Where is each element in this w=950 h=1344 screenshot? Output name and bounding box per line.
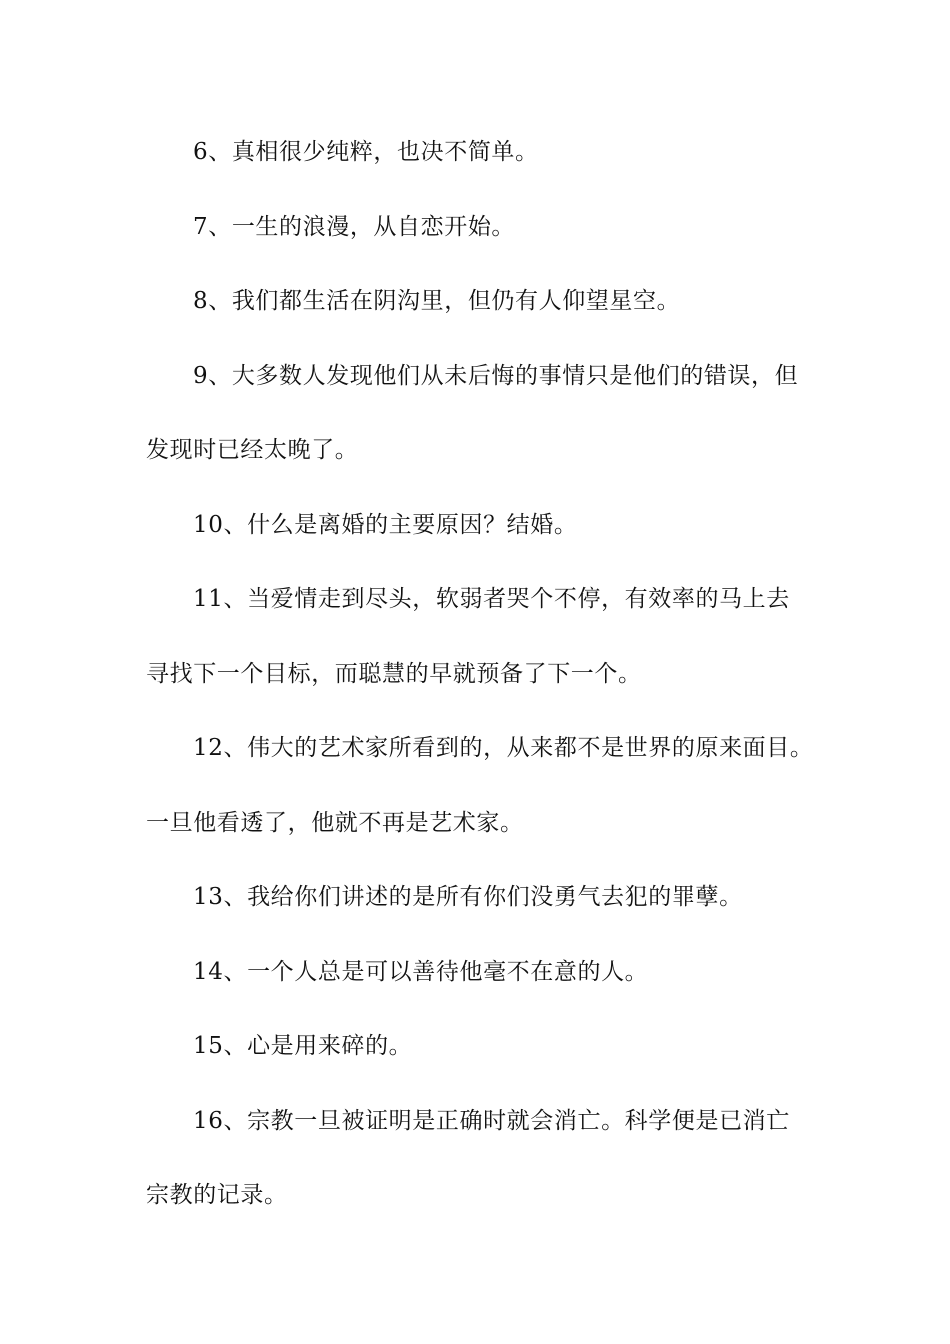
paragraph-line: 宗教的记录。	[146, 1182, 288, 1208]
paragraph-line: 8、我们都生活在阴沟里，但仍有人仰望星空。	[193, 288, 681, 314]
paragraph-line: 12、伟大的艺术家所看到的，从来都不是世界的原来面目。	[193, 735, 814, 761]
paragraph-line: 一旦他看透了，他就不再是艺术家。	[146, 809, 524, 836]
paragraph-line: 6、真相很少纯粹，也决不简单。	[193, 139, 539, 165]
paragraph-line: 7、一生的浪漫，从自恋开始。	[193, 213, 516, 240]
paragraph-line: 15、心是用来碎的。	[193, 1033, 413, 1059]
document-body	[146, 132, 836, 1250]
paragraph-line: 10、什么是离婚的主要原因？结婚。	[193, 511, 578, 538]
paragraph-line: 13、我给你们讲述的是所有你们没勇气去犯的罪孽。	[193, 884, 743, 910]
paragraph-line: 11、当爱情走到尽头，软弱者哭个不停，有效率的马上去	[193, 586, 790, 612]
paragraph-line: 14、一个人总是可以善待他毫不在意的人。	[193, 958, 649, 985]
paragraph-line: 发现时已经太晚了。	[146, 437, 359, 463]
paragraph-line: 寻找下一个目标，而聪慧的早就预备了下一个。	[146, 660, 642, 687]
paragraph-line: 16、宗教一旦被证明是正确时就会消亡。科学便是已消亡	[193, 1107, 790, 1134]
paragraph-line: 9、大多数人发现他们从未后悔的事情只是他们的错误，但	[193, 362, 799, 389]
